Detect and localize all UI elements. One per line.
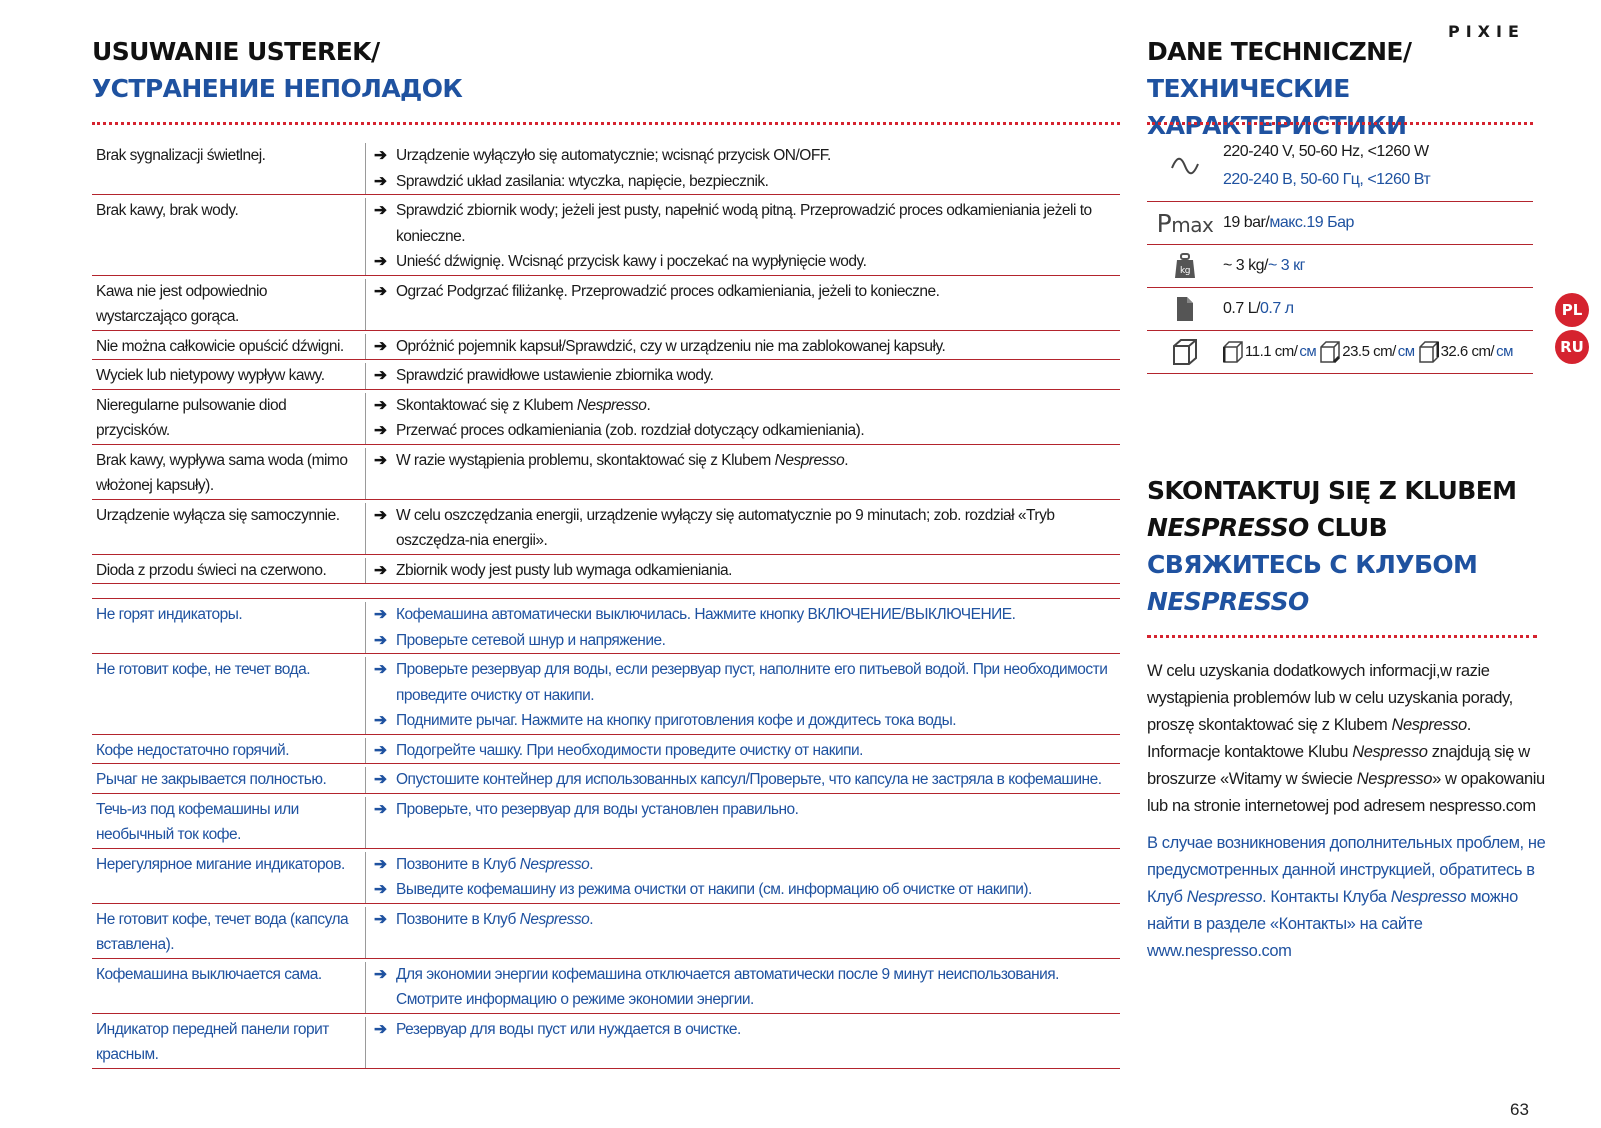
solution-cell	[366, 334, 1120, 360]
solution-text: Sprawdzić zbiornik wody; jeżeli jest pusty, napełnić wodą pitną. Przeprowadzić proces odkamieniania jeżeli to konieczne.	[396, 202, 1092, 245]
spec-capacity-pl: 0.7 L/	[1223, 300, 1261, 317]
problem-cell: Brak kawy, wypływa sama woda (mimo włożonej kapsuły).	[92, 448, 366, 499]
spec-width: 11.1 cm/	[1245, 343, 1298, 360]
arrow-right-icon: ➔	[374, 965, 387, 983]
spec-width-ru: см	[1299, 343, 1317, 360]
arrow-right-icon: ➔	[374, 800, 387, 818]
solution-item	[374, 877, 1120, 903]
solution-item	[374, 602, 1120, 628]
problem-cell: Кофемашина выключается сама.	[92, 962, 366, 1013]
problem-cell: Нерегулярное мигание индикаторов.	[92, 852, 366, 903]
contact-body	[1147, 658, 1547, 975]
table-row	[92, 849, 1120, 904]
solution-text: Проверьте резервуар для воды, если резервуар пуст, наполните его питьевой водой. При необходимости проведите очистку от накипи.	[396, 661, 1108, 704]
table-row	[92, 276, 1120, 331]
solution-text: Для экономии энергии кофемашина отключается автоматически после 9 минут неиспользования. Смотрите информацию о режиме экономии энергии.	[396, 965, 1059, 1008]
table-row	[92, 360, 1120, 390]
table-row	[92, 598, 1120, 654]
solution-text: Unieść dźwignię. Wcisnąć przycisk kawy i poczekać na wypłynięcie wody.	[396, 253, 867, 270]
table-row	[92, 390, 1120, 445]
problem-cell: Nie można całkowicie opuścić dźwigni.	[92, 334, 366, 360]
table-row	[92, 195, 1120, 276]
solution-cell	[366, 279, 1120, 330]
table-row	[92, 959, 1120, 1014]
solution-item	[374, 767, 1120, 793]
solution-text: Ogrzać Podgrzać filiżankę. Przeprowadzić proces odkamieniania, jeżeli to konieczne.	[396, 282, 940, 300]
technical-heading	[1147, 33, 1601, 144]
solution-text: Urządzenie wyłączyło się automatycznie; wcisnąć przycisk ON/OFF.	[396, 147, 831, 164]
problem-cell: Не горят индикаторы.	[92, 602, 366, 653]
dimensions-cube-icon	[1147, 338, 1223, 366]
troubleshooting-heading-ru: УСТРАНЕНИЕ НЕПОЛАДОК	[92, 74, 463, 103]
arrow-right-icon: ➔	[374, 253, 387, 270]
solution-item	[374, 1017, 1120, 1043]
problem-cell: Течь-из под кофемашины или необычный ток кофе.	[92, 797, 366, 848]
solution-text: Поднимите рычаг. Нажмите на кнопку приготовления кофе и дождитесь тока воды.	[396, 712, 957, 729]
technical-divider	[1147, 122, 1533, 125]
spec-height-ru: см	[1496, 343, 1513, 360]
solution-cell	[366, 558, 1120, 584]
arrow-right-icon: ➔	[374, 1020, 387, 1038]
arrow-right-icon: ➔	[374, 712, 387, 729]
contact-divider	[1147, 635, 1537, 638]
problem-cell: Kawa nie jest odpowiednio wystarczająco gorąca.	[92, 279, 366, 330]
solution-item	[374, 558, 1120, 584]
language-badge-pl: PL	[1555, 293, 1589, 327]
language-badge-ru: RU	[1555, 330, 1589, 364]
height-cube-icon	[1419, 341, 1439, 363]
solution-cell	[366, 962, 1120, 1013]
spec-power-ru: 220-240 В, 50-60 Гц, <1260 Вт	[1223, 171, 1431, 188]
language-badges	[1555, 293, 1589, 367]
problem-cell: Dioda z przodu świeci na czerwono.	[92, 558, 366, 584]
arrow-right-icon: ➔	[374, 771, 387, 788]
technical-specs-table	[1147, 131, 1533, 374]
solution-cell	[366, 907, 1120, 958]
spec-pressure-pl: 19 bar/	[1223, 214, 1270, 231]
spec-weight-ru: ~ 3 кг	[1267, 257, 1305, 274]
table-row	[92, 500, 1120, 555]
arrow-right-icon: ➔	[374, 881, 387, 898]
width-cube-icon	[1223, 341, 1243, 363]
page-number: 63	[1510, 1100, 1529, 1119]
solution-cell	[366, 738, 1120, 764]
spec-row-pressure	[1147, 202, 1533, 245]
spec-capacity-ru: 0.7 л	[1260, 300, 1294, 317]
arrow-right-icon: ➔	[374, 741, 387, 759]
arrow-right-icon: ➔	[374, 202, 387, 219]
solution-text: Проверьте, что резервуар для воды установлен правильно.	[396, 800, 799, 818]
spec-power-pl: 220-240 V, 50-60 Hz, <1260 W	[1223, 143, 1429, 160]
table-row	[92, 764, 1120, 794]
table-row	[92, 904, 1120, 959]
solution-item	[374, 143, 1120, 169]
table-row	[92, 555, 1120, 585]
solution-cell	[366, 767, 1120, 793]
solution-item	[374, 907, 1120, 933]
spec-weight-pl: ~ 3 kg/	[1223, 257, 1268, 274]
solution-item	[374, 962, 1120, 1013]
contact-heading	[1147, 472, 1516, 620]
problem-cell: Не готовит кофе, течет вода (капсула вставлена).	[92, 907, 366, 958]
arrow-right-icon: ➔	[374, 855, 387, 873]
arrow-right-icon: ➔	[374, 147, 387, 164]
spec-row-power	[1147, 131, 1533, 202]
arrow-right-icon: ➔	[374, 561, 387, 579]
arrow-right-icon: ➔	[374, 396, 387, 414]
solution-cell	[366, 1017, 1120, 1068]
contact-heading-brand: NESPRESSO	[1147, 513, 1309, 542]
solution-text: Подогрейте чашку. При необходимости проведите очистку от накипи.	[396, 741, 863, 759]
arrow-right-icon: ➔	[374, 172, 387, 190]
solution-item	[374, 249, 1120, 275]
solution-item	[374, 657, 1120, 708]
weight-icon	[1147, 253, 1223, 279]
solution-cell	[366, 143, 1120, 194]
depth-cube-icon	[1320, 341, 1340, 363]
solution-cell	[366, 198, 1120, 275]
contact-heading-ru-brand: NESPRESSO	[1147, 587, 1309, 616]
contact-text-pl: W celu uzyskania dodatkowych informacji,w razie wystąpienia problemów lub w celu uzyskania porady, proszę skontaktować się z Klubem Nespresso. Informacje kontaktowe Klubu Nespresso znajdują się w broszurze «Witamy w świecie Nespresso» w opakowaniu lub na stronie internetowej pod adresem nespresso.com	[1147, 662, 1545, 815]
problem-cell: Кофе недостаточно горячий.	[92, 738, 366, 764]
solution-text: Позвоните в Клуб Nespresso.	[396, 910, 594, 928]
solution-item	[374, 418, 1120, 444]
heading-divider	[92, 122, 1120, 125]
arrow-right-icon: ➔	[374, 337, 387, 355]
technical-heading-ru: ТЕХНИЧЕСКИЕ ХАРАКТЕРИСТИКИ	[1147, 74, 1407, 140]
solution-item	[374, 852, 1120, 878]
solution-item	[374, 708, 1120, 734]
solution-text: Позвоните в Клуб Nespresso.	[396, 855, 594, 873]
solution-item	[374, 279, 1120, 305]
water-tank-icon	[1147, 296, 1223, 322]
problem-cell: Индикатор передней панели горит красным.	[92, 1017, 366, 1068]
solution-cell	[366, 602, 1120, 653]
solution-text: Opróżnić pojemnik kapsuł/Sprawdzić, czy w urządzeniu nie ma zablokowanej kapsuły.	[396, 337, 946, 355]
solution-cell	[366, 448, 1120, 499]
solution-item	[374, 448, 1120, 474]
problem-cell: Рычаг не закрывается полностью.	[92, 767, 366, 793]
table-row	[92, 654, 1120, 735]
solution-text: Проверьте сетевой шнур и напряжение.	[396, 631, 666, 649]
problem-cell: Brak sygnalizacji świetlnej.	[92, 143, 366, 194]
solution-cell	[366, 657, 1120, 734]
spec-depth: 23.5 cm/	[1342, 343, 1396, 360]
spec-row-capacity	[1147, 288, 1533, 331]
problem-cell: Wyciek lub nietypowy wypływ kawy.	[92, 363, 366, 389]
arrow-right-icon: ➔	[374, 661, 387, 678]
brand-logo: PIXIE	[1448, 22, 1525, 41]
solution-text: W celu oszczędzania energii, urządzenie wyłączy się automatycznie po 9 minutach; zob. rozdział «Tryb oszczędza-nia energii».	[396, 506, 1055, 549]
solution-text: Zbiornik wody jest pusty lub wymaga odkamieniania.	[396, 561, 732, 579]
solution-cell	[366, 503, 1120, 554]
troubleshooting-heading	[92, 33, 462, 107]
solution-text: Выведите кофемашину из режима очистки от накипи (см. информацию об очистке от накипи).	[396, 881, 1032, 898]
solution-cell	[366, 393, 1120, 444]
problem-cell: Не готовит кофе, не течет вода.	[92, 657, 366, 734]
arrow-right-icon: ➔	[374, 282, 387, 300]
solution-item	[374, 334, 1120, 360]
contact-heading-ru-line2	[1147, 583, 1516, 620]
solution-text: Sprawdzić układ zasilania: wtyczka, napięcie, bezpiecznik.	[396, 172, 769, 190]
table-row	[92, 140, 1120, 195]
spec-row-weight	[1147, 245, 1533, 288]
solution-text: Skontaktować się z Klubem Nespresso.	[396, 396, 651, 414]
solution-text: Кофемашина автоматически выключилась. Нажмите кнопку ВКЛЮЧЕНИЕ/ВЫКЛЮЧЕНИЕ.	[396, 606, 1016, 623]
spec-depth-ru: см	[1397, 343, 1415, 360]
spec-height: 32.6 cm/	[1440, 343, 1495, 360]
weight-icon-label: kg	[1180, 266, 1190, 276]
table-row	[92, 735, 1120, 765]
table-row	[92, 445, 1120, 500]
technical-heading-pl: DANE TECHNICZNE/	[1147, 37, 1412, 66]
solution-item	[374, 628, 1120, 654]
solution-cell	[366, 363, 1120, 389]
problem-cell: Nieregularne pulsowanie diod przycisków.	[92, 393, 366, 444]
solution-item	[374, 797, 1120, 823]
table-row	[92, 794, 1120, 849]
table-row	[92, 331, 1120, 361]
troubleshooting-table	[92, 140, 1120, 1069]
solution-item	[374, 363, 1120, 389]
solution-cell	[366, 797, 1120, 848]
problem-cell: Urządzenie wyłącza się samoczynnie.	[92, 503, 366, 554]
table-row	[92, 1014, 1120, 1069]
pmax-icon	[1147, 209, 1223, 238]
solution-item	[374, 503, 1120, 554]
solution-text: Sprawdzić prawidłowe ustawienie zbiornika wody.	[396, 367, 714, 384]
solution-text: Резервуар для воды пуст или нуждается в очистке.	[396, 1020, 741, 1038]
arrow-right-icon: ➔	[374, 910, 387, 928]
solution-text: W razie wystąpienia problemu, skontaktować się z Klubem Nespresso.	[396, 451, 849, 469]
arrow-right-icon: ➔	[374, 506, 387, 524]
solution-item	[374, 393, 1120, 419]
arrow-right-icon: ➔	[374, 631, 387, 649]
arrow-right-icon: ➔	[374, 422, 387, 439]
spec-pressure-ru: макс.19 Бар	[1269, 214, 1354, 231]
solution-item	[374, 738, 1120, 764]
ac-power-icon	[1147, 156, 1223, 176]
contact-heading-club: CLUB	[1308, 513, 1388, 542]
solution-text: Przerwać proces odkamieniania (zob. rozdział dotyczący odkamieniania).	[396, 422, 865, 439]
contact-heading-pl-line2	[1147, 509, 1516, 546]
contact-heading-pl-line1: SKONTAKTUJ SIĘ Z KLUBEM	[1147, 476, 1517, 505]
spec-row-dimensions	[1147, 331, 1533, 374]
problem-cell: Brak kawy, brak wody.	[92, 198, 366, 275]
arrow-right-icon: ➔	[374, 367, 387, 384]
contact-text-ru: В случае возникновения дополнительных проблем, не предусмотренных данной инструкцией, обратитесь в Клуб Nespresso. Контакты Клуба Nespresso можно найти в разделе «Контакты» на сайте www.nespresso.com	[1147, 834, 1546, 960]
arrow-right-icon: ➔	[374, 451, 387, 469]
pmax-icon-p: P	[1156, 208, 1172, 238]
troubleshooting-heading-pl: USUWANIE USTEREK/	[92, 37, 380, 66]
solution-cell	[366, 852, 1120, 903]
pmax-icon-max: max	[1171, 212, 1214, 237]
solution-item	[374, 198, 1120, 249]
contact-heading-ru-line1: СВЯЖИТЕСЬ С КЛУБОМ	[1147, 550, 1478, 579]
arrow-right-icon: ➔	[374, 606, 387, 623]
solution-text: Опустошите контейнер для использованных капсул/Проверьте, что капсула не застряла в кофемашине.	[396, 771, 1102, 788]
solution-item	[374, 169, 1120, 195]
